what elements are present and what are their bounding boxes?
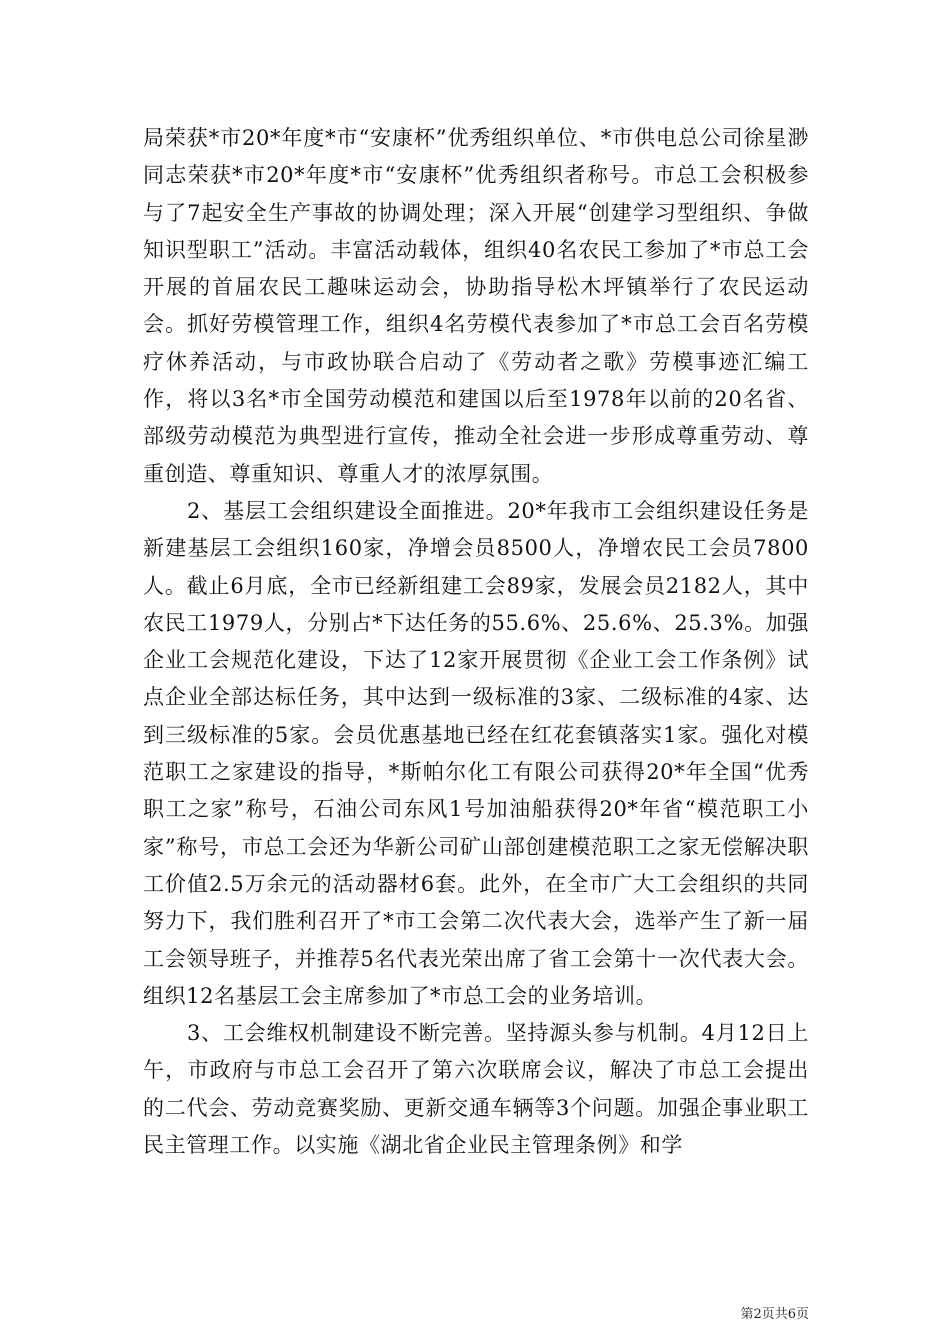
paragraph-3: 3、工会维权机制建设不断完善。坚持源头参与机制。4月12日上午，市政府与市总工会召开了第六次联席会议，解决了市总工会提出的二代会、劳动竞赛奖励、更新交通车辆等3个问题。加强企事业职工民主管理工作。以实施《湖北省企业民主管理条例》和学 [143,1021,809,1158]
paragraph-2: 2、基层工会组织建设全面推进。20*年我市工会组织建设任务是新建基层工会组织160家，净增会员8500人，净增农民工会员7800人。截止6月底，全市已经新组建工会89家，发展会员2182人，其中农民工1979人，分别占*下达任务的55.6%、25.6%、25.3%。加强企业工会规范化建设，下达了12家开展贯彻《企业工会工作条例》试点企业全部达标任务，其中达到一级标准的3家、二级标准的4家、达到三级标准的5家。会员优惠基地已经在红花套镇落实1家。强化对模范职工之家建设的指导，*斯帕尔化工有限公司获得20*年全国“优秀职工之家”称号，石油公司东风1号加油船获得20*年省“模范职工小家”称号，市总工会还为华新公司矿山部创建模范职工之家无偿解决职工价值2.5万余元的活动器材6套。此外，在全市广大工会组织的共同努力下，我们胜利召开了*市工会第二次代表大会，选举产生了新一届工会领导班子，并推荐5名代表光荣出席了省工会第十一次代表大会。组织12名基层工会主席参加了*市总工会的业务培训。 [143,498,809,1008]
document-body [143,120,809,1164]
paragraph-1: 局荣获*市20*年度*市“安康杯”优秀组织单位、*市供电总公司徐星渺同志荣获*市20*年度*市“安康杯”优秀组织者称号。市总工会积极参与了7起安全生产事故的协调处理；深入开展“创建学习型组织、争做知识型职工”活动。丰富活动载体，组织40名农民工参加了*市总工会开展的首届农民工趣味运动会，协助指导松木坪镇举行了农民运动会。抓好劳模管理工作，组织4名劳模代表参加了*市总工会百名劳模疗休养活动，与市政协联合启动了《劳动者之歌》劳模事迹汇编工作，将以3名*市全国劳动模范和建国以后至1978年以前的20名省、部级劳动模范为典型进行宣传，推动全社会进一步形成尊重劳动、尊重创造、尊重知识、尊重人才的浓厚氛围。 [143,126,809,486]
page-number-footer: 第2页共6页 [740,1307,809,1322]
